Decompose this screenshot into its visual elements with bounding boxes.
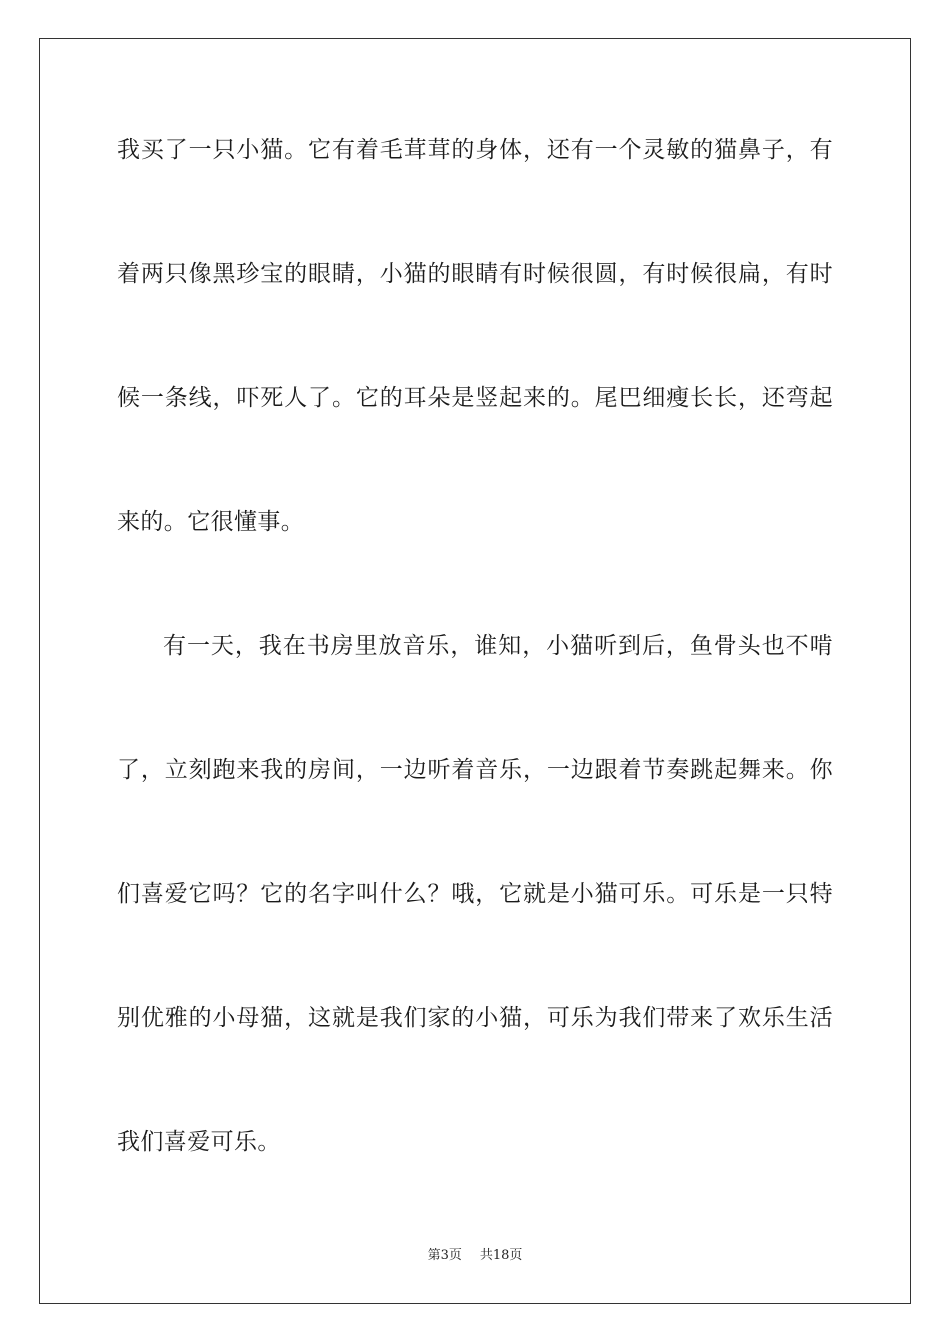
page-number: 第3页: [427, 1248, 462, 1263]
paragraph-1-line-4: 来的。它很懂事。: [117, 509, 305, 535]
paragraph-2-line-2: 了，立刻跑来我的房间，一边听着音乐，一边跟着节奏跳起舞来。你: [117, 757, 833, 783]
paragraph-2-line-1: 有一天，我在书房里放音乐，谁知，小猫听到后，鱼骨头也不啃: [163, 633, 833, 659]
paragraph-1-line-2: 着两只像黑珍宝的眼睛，小猫的眼睛有时候很圆，有时候很扁，有时: [117, 261, 833, 287]
paragraph-2-line-5: 我们喜爱可乐。: [117, 1129, 281, 1155]
paragraph-2-line-4: 别优雅的小母猫，这就是我们家的小猫，可乐为我们带来了欢乐生活: [117, 1005, 833, 1031]
paragraph-1-line-3: 候一条线，吓死人了。它的耳朵是竖起来的。尾巴细瘦长长，还弯起: [117, 385, 833, 411]
page-border: [39, 38, 911, 1304]
page-footer: [0, 1246, 950, 1266]
paragraph-1-line-1: 我买了一只小猫。它有着毛茸茸的身体，还有一个灵敏的猫鼻子，有: [117, 137, 833, 163]
total-pages: 共18页: [479, 1248, 523, 1263]
paragraph-2-line-3: 们喜爱它吗？它的名字叫什么？哦，它就是小猫可乐。可乐是一只特: [117, 881, 833, 907]
